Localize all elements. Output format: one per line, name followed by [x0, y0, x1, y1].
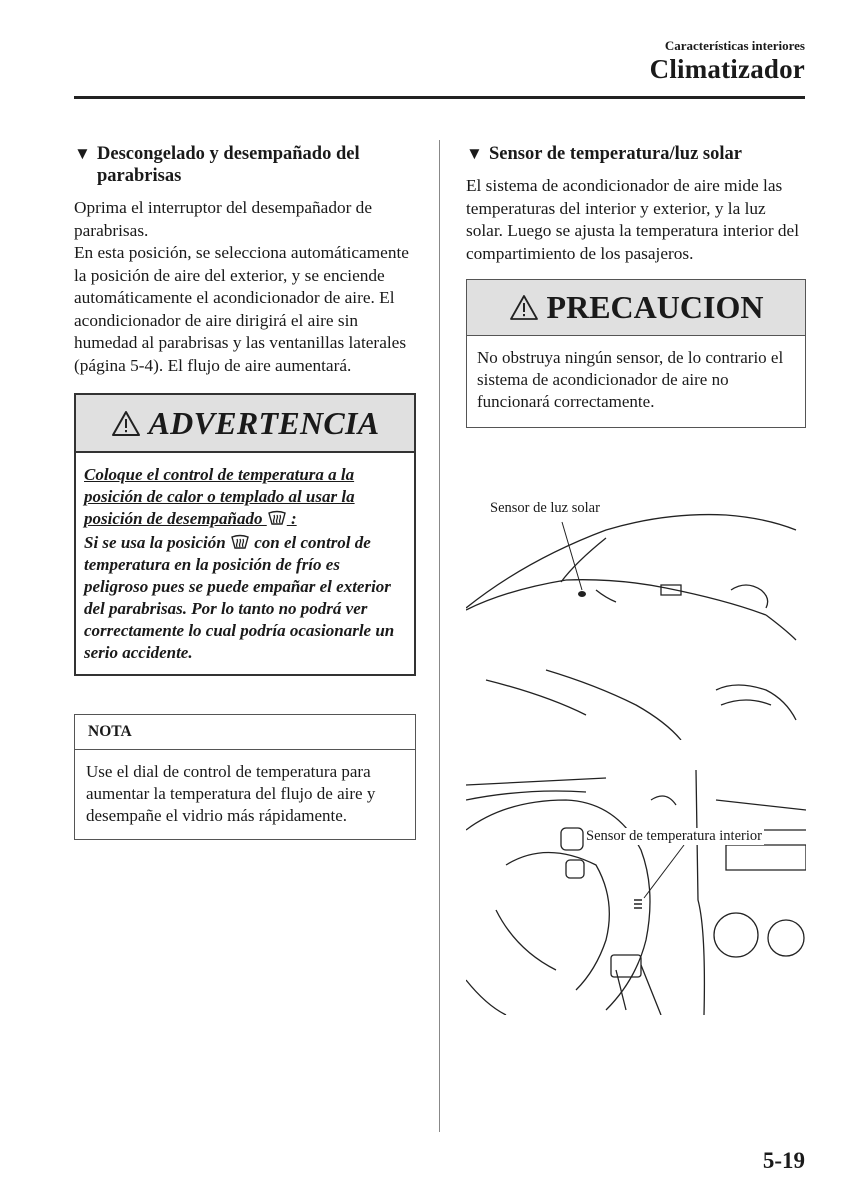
- warning-triangle-icon: [509, 294, 539, 321]
- page-title: Climatizador: [649, 54, 805, 84]
- defrost-heading-text: Descongelado y desempañado del parabrisas: [97, 144, 360, 186]
- sensor-heading-text: Sensor de temperatura/luz solar: [489, 144, 742, 164]
- left-column: [74, 143, 416, 840]
- note-label: NOTA: [75, 715, 415, 750]
- caution-box: [466, 279, 806, 428]
- caution-label: PRECAUCION: [546, 289, 764, 325]
- page-number: 5-19: [762, 1148, 805, 1173]
- car-exterior-illustration: [466, 490, 806, 740]
- note-box: [74, 714, 416, 840]
- windshield-defroster-icon: [230, 534, 250, 550]
- caution-header: [467, 280, 805, 336]
- warning-line-2-rest: con el control de temperatura en la posición de frío es peligroso pues se puede empañar el exterior del parabrisas. Por lo tanto no podrá ver correctamente lo cual podría ocasionarle un serio accidente.: [84, 533, 395, 662]
- warning-label: ADVERTENCIA: [148, 404, 380, 441]
- interior-sensor-label: Sensor de temperatura interior: [586, 828, 762, 844]
- sensor-section-heading: [466, 143, 806, 165]
- section-name: Características interiores: [664, 38, 805, 53]
- defrost-paragraph-1: Oprima el interruptor del desempañador de parabrisas.: [74, 198, 372, 240]
- warning-line-1-text: Coloque el control de temperatura a la posición de calor o templado al usar la posición de desempañado: [84, 465, 355, 528]
- defrost-paragraph-2: En esta posición, se selecciona automáticamente la posición de aire del exterior, y se enciende automáticamente el acondicionador de aire. El acondicionador de aire dirigirá el aire sin humedad al parabrisas y las ventanillas laterales (página 5-4). El flujo de aire aumentará.: [74, 243, 409, 375]
- warning-line-2: [84, 532, 406, 664]
- header-rule: [74, 96, 805, 99]
- warning-line-1: [84, 464, 406, 530]
- dashboard-illustration: [466, 770, 806, 1015]
- warning-line-1-end: :: [291, 509, 297, 528]
- warning-line-2-start: Si se usa la posición: [84, 533, 226, 552]
- warning-body: [76, 453, 414, 674]
- triangle-down-icon: ▼: [74, 144, 91, 163]
- caution-text: No obstruya ningún sensor, de lo contrario el sistema de acondicionador de aire no funcionará correctamente.: [477, 348, 784, 411]
- sensor-paragraph: El sistema de acondicionador de aire mide las temperaturas del interior y exterior, y la luz solar. Luego se ajusta la temperatura interior del compartimiento de los pasajeros.: [466, 176, 800, 263]
- defrost-section-heading: [74, 143, 416, 187]
- warning-header: [76, 395, 414, 453]
- right-column: [466, 143, 806, 428]
- sunlight-sensor-figure: [466, 490, 806, 740]
- windshield-defroster-icon: [267, 510, 287, 526]
- triangle-down-icon: ▼: [466, 144, 483, 163]
- interior-temperature-sensor-figure: [466, 770, 806, 1015]
- sunlight-sensor-label: Sensor de luz solar: [490, 500, 600, 516]
- note-text: Use el dial de control de temperatura para aumentar la temperatura del flujo de aire y desempañe el vidrio más rápidamente.: [86, 762, 376, 825]
- column-divider: [439, 140, 440, 1132]
- warning-box: [74, 393, 416, 676]
- warning-triangle-icon: [111, 410, 141, 437]
